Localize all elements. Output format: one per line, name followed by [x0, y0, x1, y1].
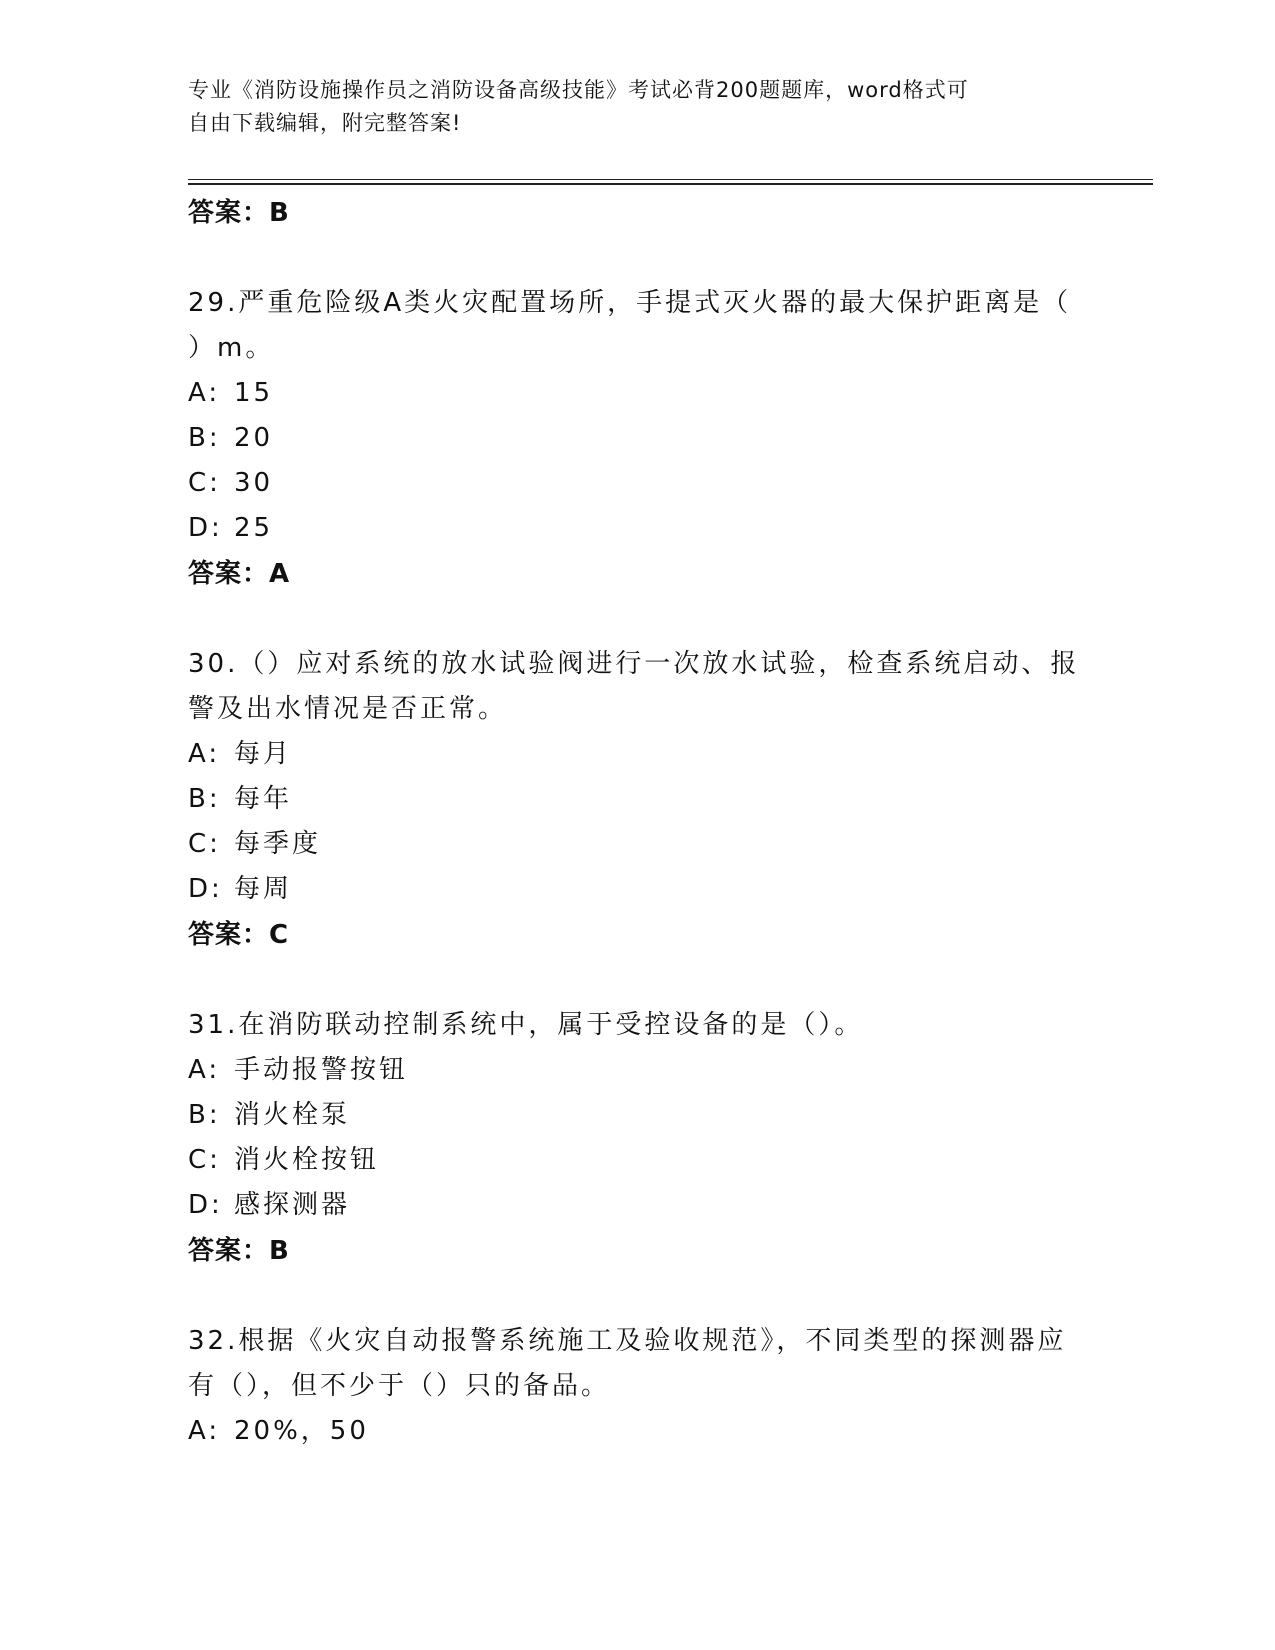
option-text: 30	[234, 468, 274, 498]
question-stem	[188, 1003, 1088, 1048]
question-stem-line: 31.在消防联动控制系统中，属于受控设备的是（）。	[188, 1010, 864, 1040]
spacer	[188, 958, 1088, 1003]
option-c	[188, 822, 1088, 867]
option-text: 每季度	[234, 829, 322, 859]
option-text: 每月	[234, 739, 293, 769]
question-block	[188, 1319, 1088, 1454]
option-a	[188, 1409, 1088, 1454]
option-d	[188, 1183, 1088, 1228]
option-text: 消火栓泵	[234, 1100, 351, 1130]
option-c	[188, 1138, 1088, 1183]
option-letter: D:	[188, 1190, 223, 1220]
header-line-1: 专业《消防设施操作员之消防设备高级技能》考试必背200题题库，word格式可	[188, 78, 969, 102]
question-block	[188, 642, 1088, 958]
option-c	[188, 461, 1088, 506]
header-divider-thin	[188, 179, 1153, 180]
option-d	[188, 506, 1088, 551]
option-a	[188, 732, 1088, 777]
option-text: 感探测器	[234, 1190, 351, 1220]
document-header	[188, 74, 1088, 140]
option-text: 15	[234, 378, 274, 408]
option-letter: C:	[188, 829, 221, 859]
option-b	[188, 416, 1088, 461]
option-letter: B:	[188, 423, 221, 453]
question-stem-line: 有（），但不少于（）只的备品。	[188, 1371, 611, 1401]
answer-line: 答案：B	[188, 198, 290, 228]
option-letter: D:	[188, 874, 223, 904]
question-block	[188, 1003, 1088, 1274]
option-letter: C:	[188, 1145, 221, 1175]
header-line-2: 自由下载编辑，附完整答案!	[188, 111, 462, 135]
option-letter: A:	[188, 739, 221, 769]
option-text: 每周	[234, 874, 293, 904]
answer-line: 答案：B	[188, 1236, 290, 1266]
option-letter: B:	[188, 784, 221, 814]
option-text: 每年	[234, 784, 293, 814]
option-b	[188, 777, 1088, 822]
option-text: 25	[234, 513, 274, 543]
question-stem	[188, 281, 1088, 371]
spacer	[188, 236, 1088, 281]
question-stem	[188, 642, 1088, 732]
question-stem-line: 30.（）应对系统的放水试验阀进行一次放水试验，检查系统启动、报	[188, 649, 1080, 679]
option-a	[188, 371, 1088, 416]
option-text: 20	[234, 423, 274, 453]
option-letter: A:	[188, 1416, 221, 1446]
question-block	[188, 281, 1088, 597]
question-stem-line: 32.根据《火灾自动报警系统施工及验收规范》，不同类型的探测器应	[188, 1326, 1067, 1356]
option-letter: B:	[188, 1100, 221, 1130]
question-list	[188, 190, 1088, 1454]
option-text: 手动报警按钮	[234, 1055, 409, 1085]
option-b	[188, 1093, 1088, 1138]
option-d	[188, 867, 1088, 912]
spacer	[188, 1274, 1088, 1319]
option-letter: C:	[188, 468, 221, 498]
header-divider-thick	[188, 183, 1153, 185]
option-text: 20%，50	[234, 1416, 369, 1446]
option-text: 消火栓按钮	[234, 1145, 380, 1175]
spacer	[188, 597, 1088, 642]
option-letter: A:	[188, 378, 221, 408]
option-letter: A:	[188, 1055, 221, 1085]
question-stem-line: 29.严重危险级A类火灾配置场所，手提式灭火器的最大保护距离是（	[188, 288, 1072, 318]
question-stem-line: ）m。	[188, 333, 275, 363]
option-letter: D:	[188, 513, 223, 543]
question-stem-line: 警及出水情况是否正常。	[188, 694, 508, 724]
answer-line: 答案：A	[188, 559, 291, 589]
answer-line: 答案：C	[188, 920, 290, 950]
question-stem	[188, 1319, 1088, 1409]
option-a	[188, 1048, 1088, 1093]
